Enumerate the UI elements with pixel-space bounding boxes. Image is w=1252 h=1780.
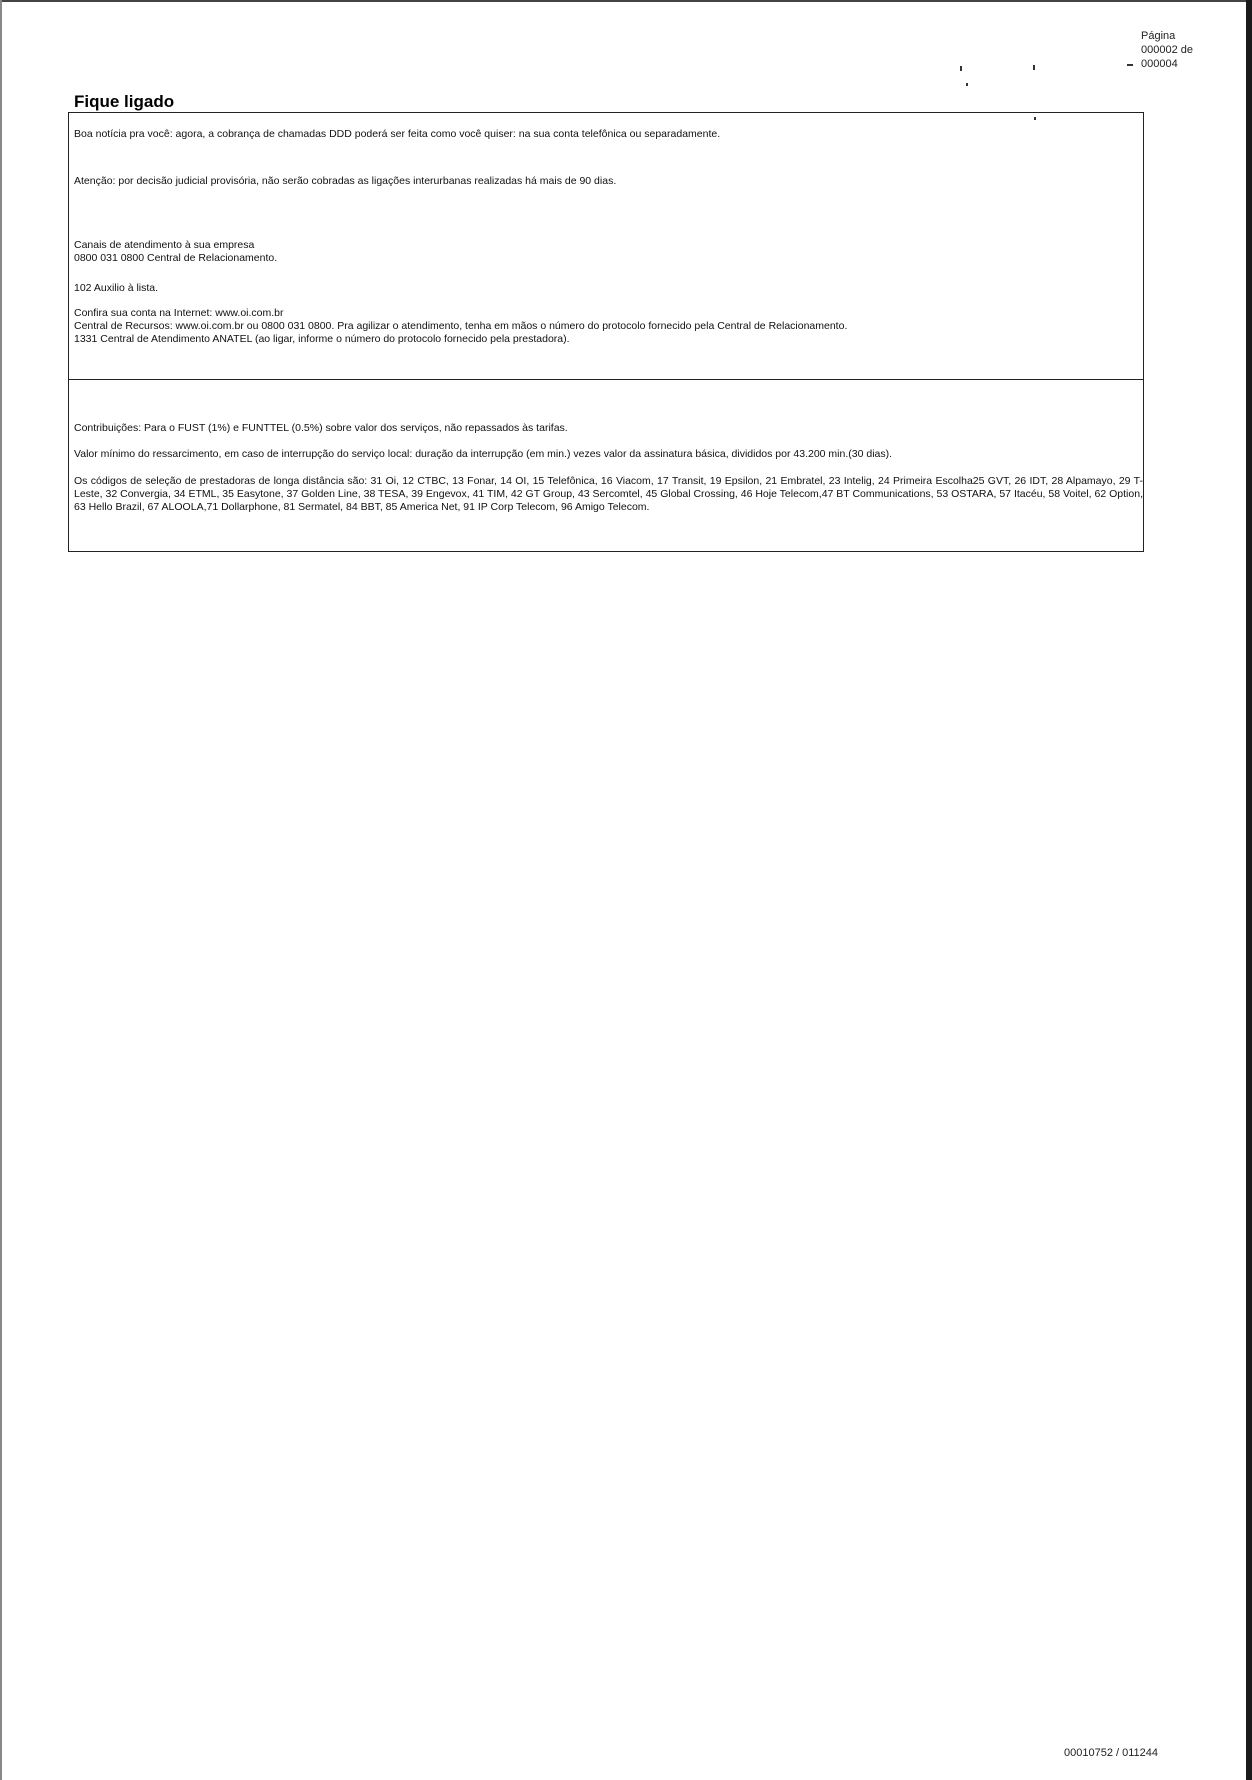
contribuicoes-text: Contribuições: Para o FUST (1%) e FUNTTEL (0.5%) sobre valor dos serviços, não repassados às tarifas.: [74, 422, 568, 434]
channels-heading: Canais de atendimento à sua empresa: [74, 239, 255, 251]
document-code: 00010752 / 011244: [1064, 1747, 1158, 1759]
scan-edge-left: [0, 0, 2, 1780]
scan-edge-right: [1246, 0, 1252, 1780]
channel-auxilio: 102 Auxilio à lista.: [74, 282, 159, 294]
page-current: 000002 de: [1141, 44, 1193, 56]
ressarcimento-text: Valor mínimo do ressarcimento, em caso de interrupção do serviço local: duração da interrupção (em min.) vezes valor da assinatura básica, divididos por 43.200 min.(30 dias).: [74, 448, 893, 460]
judicial-notice: Atenção: por decisão judicial provisória, não serão cobradas as ligações interurbanas realizadas há mais de 90 dias.: [74, 175, 617, 187]
contacts-block: [74, 307, 847, 346]
section-title: Fique ligado: [74, 92, 175, 111]
page-label: Página: [1141, 30, 1176, 42]
channel-internet: Confira sua conta na Internet: www.oi.com.br: [74, 307, 284, 319]
page-total: 000004: [1141, 58, 1178, 70]
carrier-codes-text: Os códigos de seleção de prestadoras de longa distância são: 31 Oi, 12 CTBC, 13 Fonar, 14 OI, 15 Telefônica, 16 Viacom, 17 Transit, 19 Epsilon, 21 Embratel, 23 Intelig, 24 Primeira Escolha25 GVT, 26 IDT, 28 Alpamayo, 29 T-Leste, 32 Convergia, 34 ETML, 35 Easytone, 37 Golden Line, 38 TESA, 39 Engevox, 41 TIM, 42 GT Group, 43 Sercomtel, 45 Global Crossing, 46 Hoje Telecom,47 BT Communications, 53 OSTARA, 57 Itacéu, 58 Voitel, 62 Option, 63 Hello Brazil, 67 ALOOLA,71 Dollarphone, 81 Sermatel, 84 BBT, 85 America Net, 91 IP Corp Telecom, 96 Amigo Telecom.: [74, 475, 1143, 513]
scan-speck: [1127, 64, 1133, 66]
scan-speck: [1033, 65, 1035, 70]
channel-central: 0800 031 0800 Central de Relacionamento.: [74, 252, 278, 264]
ddd-notice: Boa notícia pra você: agora, a cobrança de chamadas DDD poderá ser feita como você quiser: na sua conta telefônica ou separadamente.: [74, 128, 721, 140]
channels-block: [74, 239, 277, 265]
taxes-box: [68, 380, 1144, 552]
scan-edge-top: [0, 0, 1252, 2]
scan-speck: [960, 66, 962, 71]
scan-speck: [966, 83, 968, 86]
channel-recursos: Central de Recursos: www.oi.com.br ou 0800 031 0800. Pra agilizar o atendimento, tenha em mãos o número do protocolo fornecido pela Central de Relacionamento.: [74, 320, 848, 332]
page-indicator: [1141, 29, 1201, 71]
channel-anatel: 1331 Central de Atendimento ANATEL (ao ligar, informe o número do protocolo fornecido pela prestadora).: [74, 333, 570, 345]
